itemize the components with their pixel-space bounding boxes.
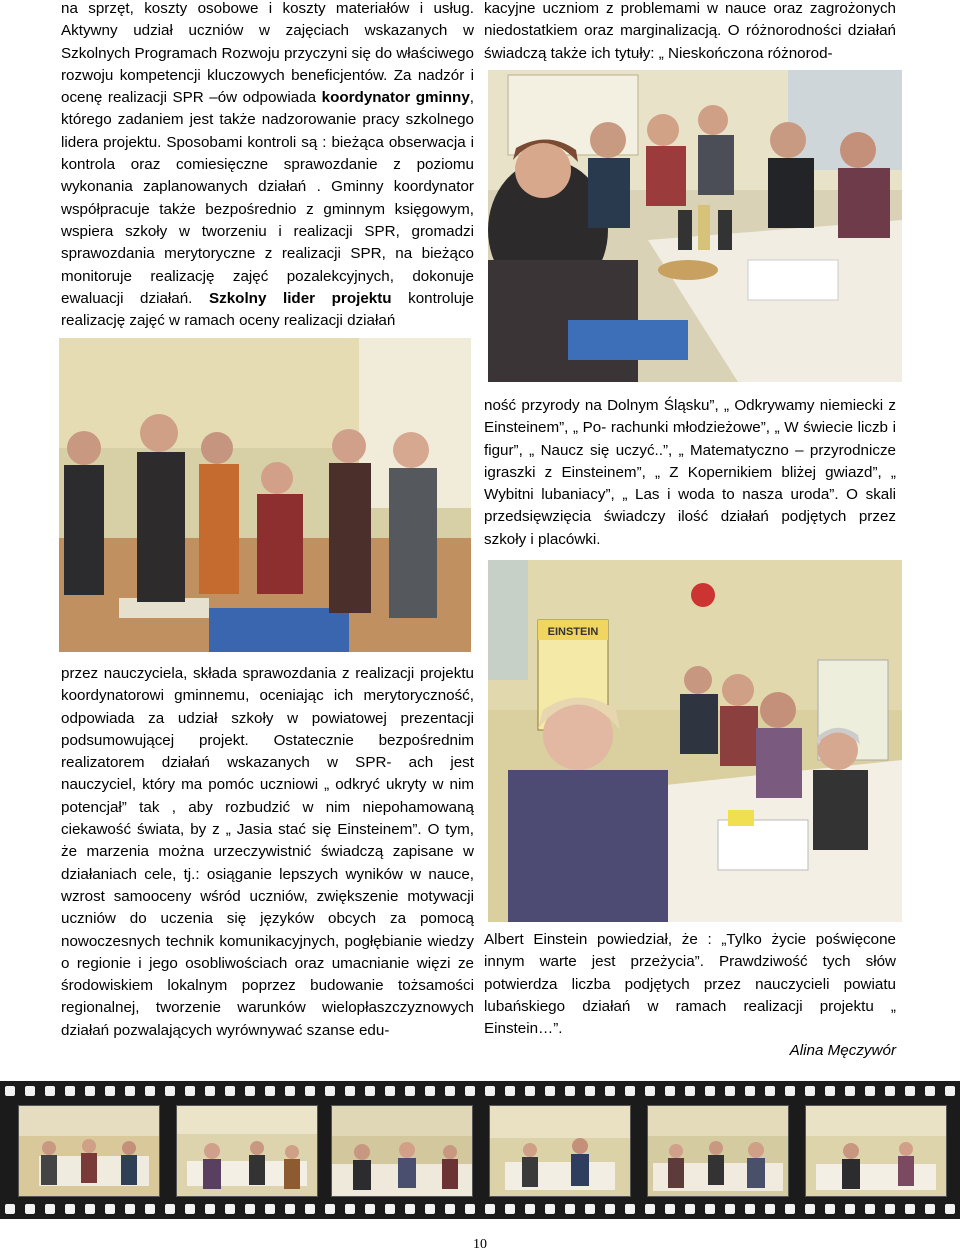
bold-term-coordinator: koordynator gminny [321, 89, 470, 107]
einstein-banner-text: EINSTEIN [547, 626, 599, 638]
filmstrip-photo-3 [331, 1105, 473, 1197]
col2-middle-text: ność przyrody na Dolnym Śląsku”, „ Odkrywamy niemiecki z Einsteinem”, „ Po- rachunki młodzieżowe”, „ W świecie liczb i figur”, „ Naucz się uczyć..”, „ Matematyczno – przyrodnicze igraszki z Einsteinem”, „ Z Kopernikiem bliżej gwiazd”, „ Wybitni lubaniacy”, „ Las i woda to nasza uroda”. O skali przedsięwzięcia świadczy ilość działań podjętych przez szkoły i placówki. [484, 397, 896, 548]
photo-meeting-table [488, 70, 902, 382]
page-number: 10 [473, 1237, 487, 1252]
photo-group-standing [59, 338, 471, 652]
photo-einstein-classroom [488, 560, 902, 922]
author-signature: Alina Męczywór [789, 1042, 896, 1060]
photo-filmstrip [0, 1081, 960, 1219]
filmstrip-photo-5 [647, 1105, 789, 1197]
col2-top-text: kacyjne uczniom z problemami w nauce oraz zagrożonych niedostatkiem oraz marginalizacją. O różnorodności działań świadczą także ich tytuły: „ Nieskończona różnorod- [484, 0, 896, 62]
bold-term-school-leader: Szkolny lider projektu [209, 289, 392, 307]
filmstrip-perforations-top [0, 1083, 960, 1099]
col2-bottom-text: Albert Einstein powiedział, że : „Tylko życie poświęcone innym warte jest przeżycia”. Prawdziwość tych słów potwierdza liczba podjętych przez nauczycieli powiatu lubańskiego działań w ramach realizacji projektu „ Einstein…”. Alina Męczywór [484, 929, 896, 1063]
filmstrip-photo-2 [176, 1105, 318, 1197]
filmstrip-photo-6 [805, 1105, 947, 1197]
col1-top-text: na sprzęt, koszty osobowe i koszty materiałów i usług. Aktywny udział uczniów w zajęciach wskazanych w Szkolnych Programach Rozwoju przyczyni się do właściwego rozwoju kompetencji kluczowych beneficjentów. Za nadzór i ocenę realizacji SPR –ów odpowiada koordynator gminny, którego zadaniem jest także nadzorowanie pracy szkolnego lidera projektu. Sposobami kontroli są : bieżąca obserwacja i kontrola oraz comiesięczne sprawozdanie z poziomu wykonania zaplanowanych działań . Gminny koordynator współpracuje także bezpośrednio z gminnym księgowym, wspiera szkoły w tworzeniu i realizacji SPR, gromadzi sprawozdania merytoryczne z realizacji SPR, na bieżąco monitoruje realizację zajęć pozalekcyjnych, dokonuje ewaluacji działań. Szkolny lider projektu kontroluje realizację zajęć w ramach oceny realizacji działań [61, 0, 475, 330]
filmstrip-photo-4 [489, 1105, 631, 1197]
col1-bottom-text: przez nauczyciela, składa sprawozdania z realizacji projektu koordynatorowi gminnemu, oceniając ich merytoryczność, odpowiada za udział szkoły w powiatowej prezentacji podsumowującej projekt. Ostatecznie bezpośrednim realizatorem działań wskazanych w SPR- ach jest nauczyciel, który ma pomóc uczniowi „ odkryć ukryty w nim potencjał” tak , aby rozbudzić w nim niepohamowaną ciekawość świata, by z „ Jasia stać się Einsteinem”. O tym, że marzenia można urzeczywistnić świadczą zapisane w działaniach cele, tj.: osiąganie lepszych wyników w nauce, wzrost samooceny wśród uczniów, zwiększenie motywacji uczniów do uczenia się języków obcych za pomocą nowoczesnych technik komunikacyjnych, pogłębianie wiedzy o regionie i jego osobliwościach oraz umacnianie więzi ze środowiskiem lokalnym poprzez budowanie tożsamości regionalnej, tworzenie warunków wielopłaszczyznowych działań pozwalających wyrównywać szanse edu- [61, 665, 474, 1039]
filmstrip-photo-1 [18, 1105, 160, 1197]
filmstrip-perforations-bottom [0, 1201, 960, 1217]
